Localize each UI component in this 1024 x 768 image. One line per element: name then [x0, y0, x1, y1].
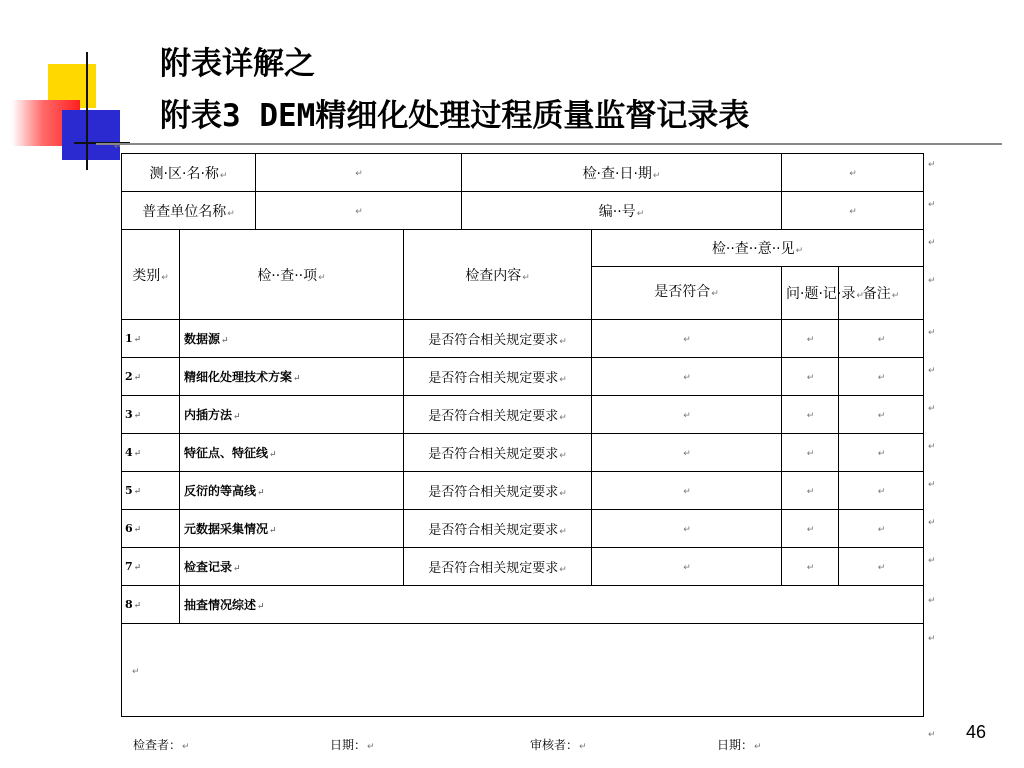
return-mark: ↵ [683, 373, 691, 383]
issue-record-cell[interactable] [782, 358, 839, 396]
return-mark: ↵ [559, 413, 567, 423]
unit-name-label-cell [122, 192, 256, 230]
return-mark: ↵ [754, 742, 762, 752]
row-number [122, 510, 180, 548]
return-mark: ↵ [355, 207, 363, 217]
return-mark: ↵ [928, 730, 936, 740]
slide-title-line2: 附表3 DEM精细化处理过程质量监督记录表 [160, 98, 750, 134]
check-content-text: 是否符合相关规定要求 [428, 485, 559, 500]
remark-cell[interactable] [839, 472, 924, 510]
check-content-text: 是否符合相关规定要求 [428, 523, 559, 538]
check-content [404, 510, 592, 548]
return-mark: ↵ [928, 596, 936, 606]
return-mark: ↵ [221, 336, 229, 346]
return-mark: ↵ [928, 634, 936, 644]
row-number [122, 396, 180, 434]
check-item-text: 反衍的等高线 [184, 484, 257, 498]
return-mark: ↵ [849, 207, 857, 217]
return-mark: ↵ [928, 556, 936, 566]
row-number-text: 5 [125, 484, 133, 497]
decor-vertical-line [86, 52, 88, 170]
header-row-unit [122, 192, 924, 230]
reviewer-label [530, 736, 587, 753]
title-underline [96, 143, 1002, 145]
return-mark: ↵ [367, 742, 375, 752]
row-number-text: 1 [125, 332, 133, 345]
reviewer-text: 审核者： [530, 738, 579, 752]
serial-number-value[interactable] [782, 192, 924, 230]
serial-number-label-cell [462, 192, 782, 230]
summary-row-number [122, 586, 180, 624]
row-number [122, 548, 180, 586]
check-item-rows [122, 320, 924, 586]
check-content-header-label: 检查内容 [465, 267, 522, 284]
return-mark: ↵ [269, 526, 277, 536]
check-date-label-cell [462, 154, 782, 192]
row-number-text: 6 [125, 522, 133, 535]
conform-cell[interactable] [592, 396, 782, 434]
issue-record-cell[interactable] [782, 320, 839, 358]
return-mark: ↵ [133, 335, 142, 345]
remark-cell[interactable] [839, 548, 924, 586]
return-mark: ↵ [928, 366, 936, 376]
table-row [122, 472, 924, 510]
summary-label: 抽查情况综述 [184, 598, 257, 612]
return-mark: ↵ [928, 238, 936, 248]
issue-record-cell[interactable] [782, 510, 839, 548]
row-number-text: 3 [125, 408, 133, 421]
header-row-area [122, 154, 924, 192]
check-content-text: 是否符合相关规定要求 [428, 371, 559, 386]
return-mark: ↵ [522, 272, 530, 283]
return-mark: ↵ [133, 487, 142, 497]
return-mark: ↵ [928, 518, 936, 528]
return-mark: ↵ [182, 742, 190, 752]
return-mark: ↵ [806, 525, 815, 535]
return-mark: ↵ [928, 442, 936, 452]
return-mark: ↵ [806, 373, 815, 383]
table-row [122, 358, 924, 396]
return-mark: ↵ [683, 487, 691, 497]
return-mark: ↵ [795, 246, 804, 256]
return-mark: ↵ [133, 563, 142, 573]
conform-header-label [594, 281, 779, 305]
survey-area-value[interactable] [256, 154, 462, 192]
slide-title-line1: 附表详解之 [160, 46, 315, 82]
check-item [180, 396, 404, 434]
date1-text: 日期： [330, 738, 367, 752]
check-date-value[interactable] [782, 154, 924, 192]
quality-record-table [121, 153, 924, 717]
column-head-row-1 [122, 230, 924, 267]
unit-name-value[interactable] [256, 192, 462, 230]
date2-text: 日期： [717, 738, 754, 752]
return-mark: ↵ [877, 411, 886, 421]
check-item-text: 内插方法 [184, 408, 233, 422]
summary-row [122, 586, 924, 624]
return-mark: ↵ [683, 563, 691, 573]
check-date-footer-label [330, 736, 375, 753]
page-number: 46 [966, 722, 987, 742]
issue-record-cell[interactable] [782, 548, 839, 586]
check-content [404, 434, 592, 472]
check-content-header [404, 230, 592, 320]
remark-cell[interactable] [839, 434, 924, 472]
return-mark: ↵ [683, 335, 691, 345]
review-date-footer-label [717, 736, 762, 753]
issue-record-header [782, 267, 864, 320]
return-mark: ↵ [877, 487, 886, 497]
table-row [122, 510, 924, 548]
row-number: 8 [125, 598, 133, 611]
check-content [404, 358, 592, 396]
return-mark: ↵ [928, 404, 936, 414]
check-item-text: 特征点、特征线 [184, 446, 269, 460]
issue-record-cell[interactable] [782, 472, 839, 510]
return-mark: ↵ [559, 489, 567, 499]
return-mark: ↵ [132, 666, 140, 677]
check-item [180, 510, 404, 548]
return-mark: ↵ [559, 527, 567, 537]
category-header [122, 230, 180, 320]
conform-cell[interactable] [592, 320, 782, 358]
check-content-text: 是否符合相关规定要求 [428, 561, 559, 576]
check-item-header-label: 检··查··项 [257, 267, 318, 284]
conform-cell[interactable] [592, 358, 782, 396]
summary-text-row [122, 624, 924, 717]
checker-text: 检查者： [133, 738, 182, 752]
return-mark: ↵ [133, 411, 142, 421]
check-item [180, 358, 404, 396]
remark-cell[interactable] [839, 358, 924, 396]
return-mark: ↵ [928, 480, 936, 490]
return-mark: ↵ [133, 373, 142, 383]
check-item-header [180, 230, 404, 320]
check-content [404, 396, 592, 434]
return-mark: ↵ [806, 487, 815, 497]
category-header-label: 类别 [132, 267, 161, 284]
return-mark: ↵ [877, 335, 886, 345]
summary-text-area[interactable] [122, 624, 924, 717]
table-row [122, 320, 924, 358]
return-mark: ↵ [219, 170, 228, 181]
remark-cell[interactable] [839, 396, 924, 434]
table-row [122, 396, 924, 434]
return-mark: ↵ [806, 335, 815, 345]
issue-record-header-label: 问·题·记·录 [786, 286, 856, 302]
row-number-text: 7 [125, 560, 133, 573]
row-number [122, 472, 180, 510]
row-number [122, 434, 180, 472]
row-number-text: 4 [125, 446, 133, 459]
check-content [404, 548, 592, 586]
conform-cell[interactable] [592, 510, 782, 548]
check-item [180, 472, 404, 510]
conform-cell[interactable] [592, 472, 782, 510]
remark-header-label: 备注 [862, 286, 891, 302]
return-mark: ↵ [683, 525, 691, 535]
return-mark: ↵ [856, 291, 864, 301]
serial-number-label: 编··号 [598, 203, 636, 220]
checker-label [133, 736, 190, 753]
return-mark: ↵ [877, 373, 886, 383]
table-row [122, 434, 924, 472]
return-mark: ↵ [257, 488, 265, 498]
return-mark: ↵ [161, 272, 169, 283]
return-mark: ↵ [114, 142, 122, 152]
return-mark: ↵ [877, 563, 886, 573]
return-mark: ↵ [928, 328, 936, 338]
row-number [122, 358, 180, 396]
return-mark: ↵ [806, 411, 815, 421]
check-content [404, 472, 592, 510]
check-content [404, 320, 592, 358]
conform-header [592, 267, 782, 320]
return-mark: ↵ [636, 208, 645, 219]
issue-record-cell[interactable] [782, 434, 839, 472]
return-mark: ↵ [579, 742, 587, 752]
return-mark: ↵ [293, 374, 301, 384]
check-opinion-header-label: 检··查··意··见 [711, 241, 795, 257]
decor-blue-square [62, 110, 120, 160]
return-mark: ↵ [683, 411, 691, 421]
return-mark: ↵ [559, 565, 567, 575]
return-mark: ↵ [806, 449, 815, 459]
row-number-text: 2 [125, 370, 133, 383]
issue-record-cell[interactable] [782, 396, 839, 434]
remark-cell[interactable] [839, 510, 924, 548]
return-mark: ↵ [318, 272, 326, 283]
return-mark: ↵ [711, 289, 719, 299]
return-mark: ↵ [928, 276, 936, 286]
check-item [180, 320, 404, 358]
survey-area-label: 测·区·名·称 [149, 165, 219, 182]
check-content-text: 是否符合相关规定要求 [428, 409, 559, 424]
check-opinion-header [592, 230, 924, 267]
return-mark: ↵ [652, 170, 661, 181]
return-mark: ↵ [891, 291, 900, 301]
return-mark: ↵ [928, 160, 936, 170]
conform-cell[interactable] [592, 548, 782, 586]
summary-row-label [180, 586, 924, 624]
survey-area-label-cell [122, 154, 256, 192]
return-mark: ↵ [355, 169, 363, 179]
conform-cell[interactable] [592, 434, 782, 472]
row-number [122, 320, 180, 358]
check-content-text: 是否符合相关规定要求 [428, 447, 559, 462]
return-mark: ↵ [257, 602, 265, 612]
return-mark: ↵ [928, 200, 936, 210]
check-item-text: 数据源 [184, 332, 221, 346]
conform-header-text: 是否符合 [654, 284, 711, 300]
check-item-text: 检查记录 [184, 560, 233, 574]
check-content-text: 是否符合相关规定要求 [428, 333, 559, 348]
return-mark: ↵ [233, 412, 241, 422]
unit-name-label: 普查单位名称 [142, 203, 227, 220]
return-mark: ↵ [877, 449, 886, 459]
return-mark: ↵ [559, 451, 567, 461]
table-row [122, 548, 924, 586]
check-item-text: 精细化处理技术方案 [184, 370, 293, 384]
return-mark: ↵ [849, 169, 857, 179]
check-item [180, 548, 404, 586]
check-item [180, 434, 404, 472]
return-mark: ↵ [806, 563, 815, 573]
return-mark: ↵ [233, 564, 241, 574]
return-mark: ↵ [877, 525, 886, 535]
return-mark: ↵ [133, 601, 142, 611]
return-mark: ↵ [559, 337, 567, 347]
return-mark: ↵ [227, 208, 235, 219]
return-mark: ↵ [133, 449, 142, 459]
return-mark: ↵ [559, 375, 567, 385]
remark-cell[interactable] [839, 320, 924, 358]
return-mark: ↵ [269, 450, 277, 460]
return-mark: ↵ [133, 525, 142, 535]
check-date-label: 检·查·日·期 [582, 165, 652, 182]
check-item-text: 元数据采集情况 [184, 522, 269, 536]
return-mark: ↵ [683, 449, 691, 459]
